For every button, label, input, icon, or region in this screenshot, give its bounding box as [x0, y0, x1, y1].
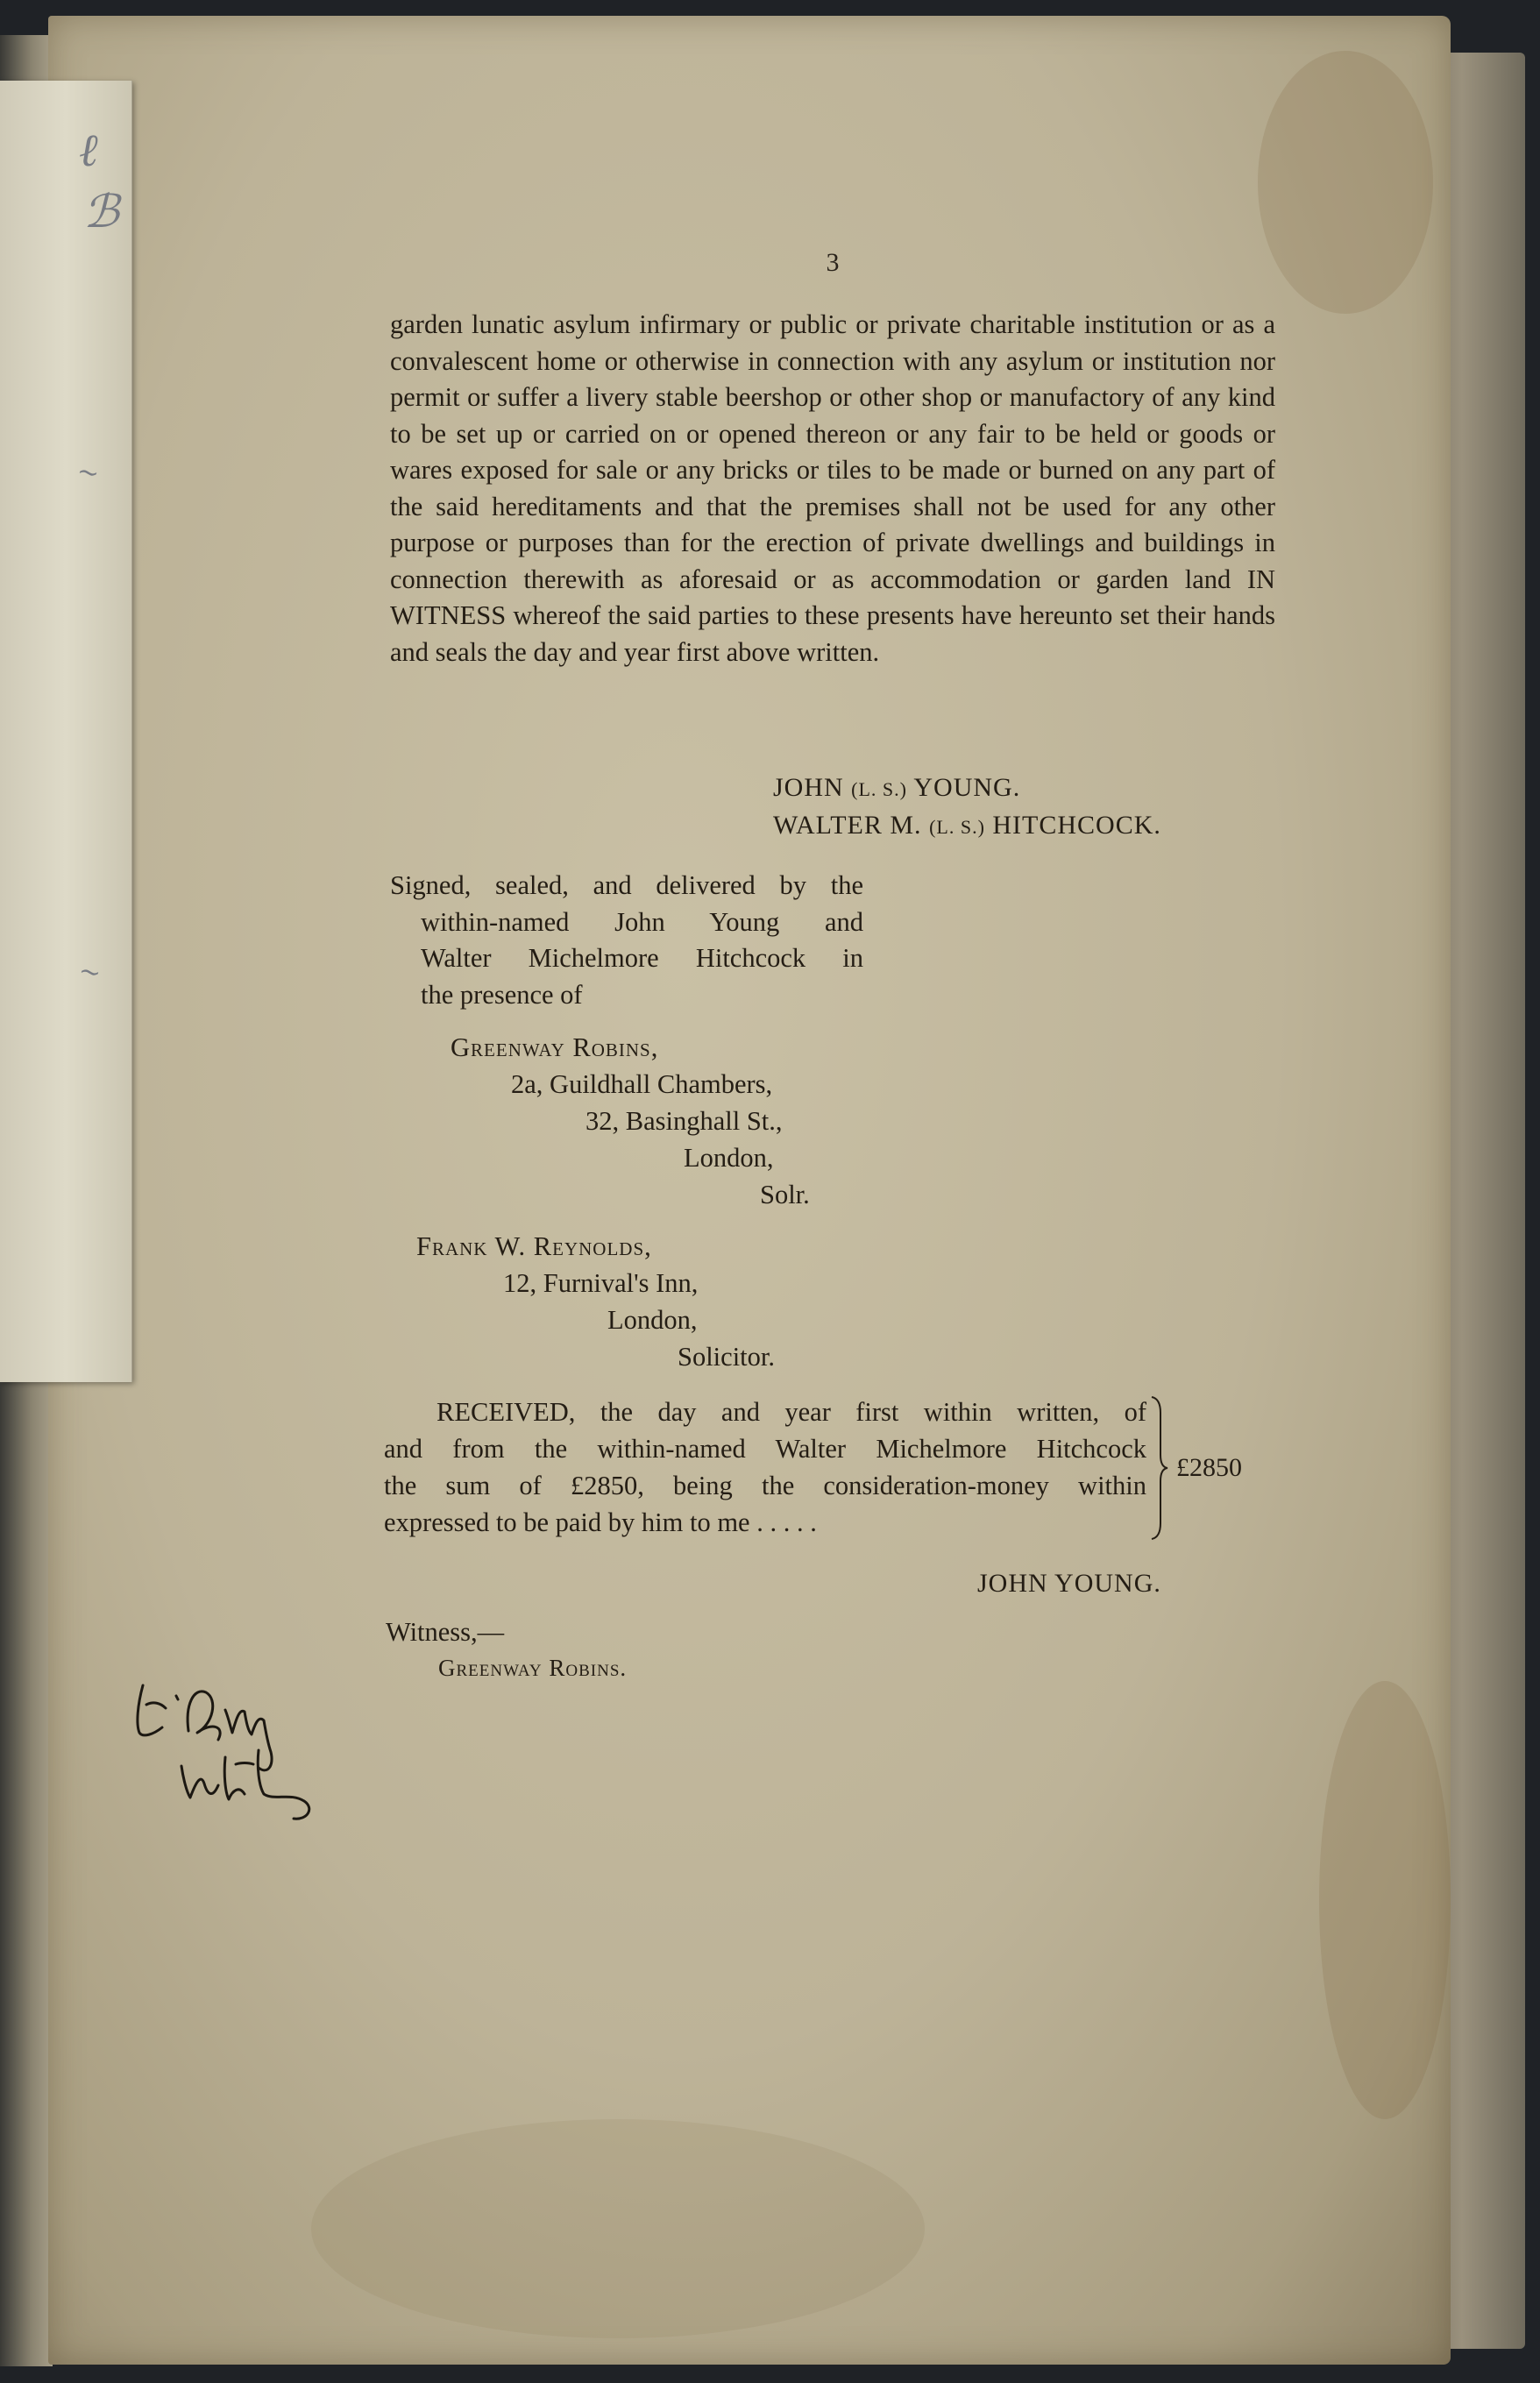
witness-address: London,	[684, 1143, 774, 1173]
seal-mark: (L. S.)	[851, 778, 907, 800]
witness-name: Greenway Robins,	[451, 1032, 659, 1062]
attached-paper-tag	[0, 81, 132, 1382]
receipt-witness-name: Greenway Robins.	[438, 1655, 628, 1681]
witness-address: 2a, Guildhall Chambers,	[511, 1069, 773, 1099]
curly-brace-icon	[1148, 1394, 1169, 1543]
deed-body-text: garden lunatic asylum infirmary or public or private charitable institution or as a convalescent home or otherwise in connection with any asylum or institution nor permit or suffer a livery stable beershop or other shop or manufactory of any kind to be set up or carried on or opened thereon or any fair to be held or goods or wares exposed for sale or any bricks or tiles to be made or burned on any part of the said hereditaments and that the premises shall not be used for any other purpose or purposes than for the erection of private dwellings and buildings in connection therewith as aforesaid or as accommodation or garden land IN WITNESS whereof the said parties to these presents have hereunto set their hands and seals the day and year first above written.	[390, 309, 1275, 667]
pencil-mark: ~	[74, 455, 103, 491]
witness-address: 32, Basinghall St.,	[585, 1106, 783, 1136]
receipt-line: RECEIVED, the day and year first within written, of	[436, 1397, 1146, 1427]
signatory-first-name: JOHN	[773, 773, 844, 802]
attestation-line: Walter Michelmore Hitchcock in	[421, 943, 863, 973]
page-number: 3	[826, 248, 840, 277]
attestation-line: Signed, sealed, and delivered by the	[390, 870, 863, 900]
receipt-clause	[384, 1394, 1146, 1541]
signatory-first-name: WALTER M.	[773, 811, 922, 840]
signature-line-john-young	[773, 773, 1020, 803]
seal-mark: (L. S.)	[929, 816, 985, 838]
pencil-mark: ℓ	[79, 124, 98, 177]
attestation-line: the presence of	[421, 979, 583, 1010]
attestation-line: within-named John Young and	[421, 906, 863, 937]
witness-address: 12, Furnival's Inn,	[503, 1268, 699, 1298]
receipt-line: expressed to be paid by him to me . . . . .	[384, 1507, 817, 1537]
receipt-signatory: JOHN YOUNG.	[977, 1569, 1161, 1598]
pencil-mark: ℬ	[83, 186, 119, 238]
witness-occupation: Solr.	[760, 1180, 810, 1209]
receipt-line: the sum of £2850, being the consideration-money within	[384, 1471, 1146, 1500]
receipt-amount: £2850	[1176, 1453, 1242, 1482]
receipt-line: and from the within-named Walter Michelmore Hitchcock	[384, 1434, 1146, 1464]
paper-stain	[1319, 1681, 1451, 2119]
paper-stain	[1258, 51, 1433, 314]
witness-name: Frank W. Reynolds,	[416, 1231, 652, 1261]
pencil-mark: ~	[75, 954, 104, 990]
receipt-witness-label: Witness,—	[386, 1617, 505, 1647]
signatory-surname: YOUNG.	[913, 773, 1021, 802]
handwritten-initials-signature-icon	[127, 1670, 337, 1845]
attestation-clause	[390, 868, 863, 1013]
signatory-surname: HITCHCOCK.	[992, 811, 1161, 840]
witness-occupation: Solicitor.	[678, 1342, 775, 1372]
witness-address: London,	[607, 1305, 698, 1335]
paper-stain	[311, 2119, 925, 2338]
signature-line-walter-hitchcock	[773, 811, 1161, 840]
